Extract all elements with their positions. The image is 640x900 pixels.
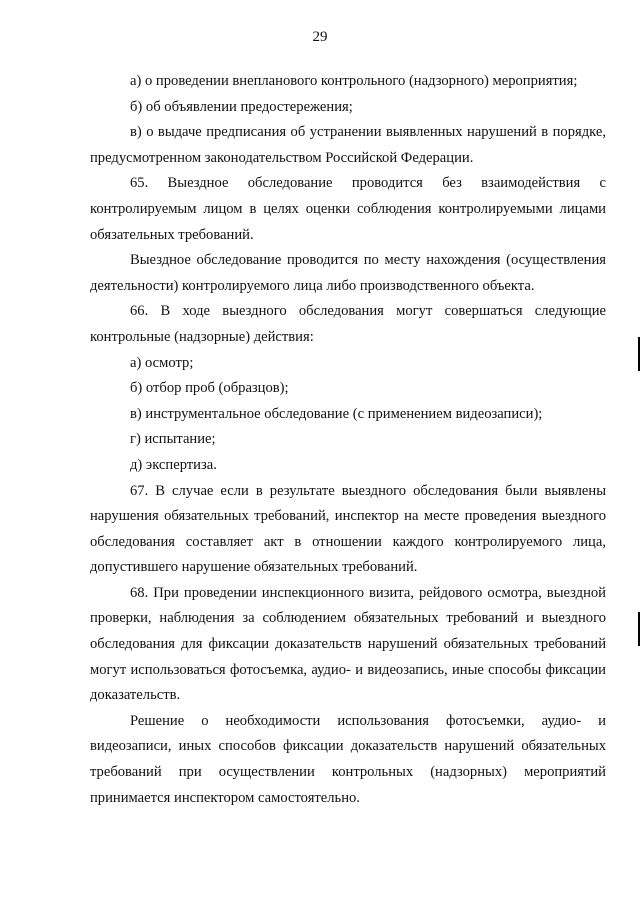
paragraph-item-d-expertise: д) экспертиза.: [130, 456, 217, 473]
paragraph-68: 68. При проведении инспекционного визита, рейдового осмотра, выездной проверки, наблюдения за соблюдением обязательных требований и выездного обследования для фиксации доказательств нарушений обязательных требований могут использоваться фотосъемка, аудио- и видеозапись, иные способы фиксации доказательств.: [90, 584, 606, 704]
document-body: [90, 69, 606, 811]
paragraph-item-b-sampling: б) отбор проб (образцов);: [130, 380, 289, 397]
paragraph-item-a-inspection: а) осмотр;: [130, 354, 194, 371]
paragraph-item-g-testing: г) испытание;: [130, 431, 216, 448]
paragraph-68-decision: Решение о необходимости использования фотосъемки, аудио- и видеозаписи, иных способов фиксации доказательств нарушений обязательных требований при осуществлении контрольных (надзорных) мероприятий принимается инспектором самостоятельно.: [90, 712, 606, 806]
paragraph-65-location: Выездное обследование проводится по месту нахождения (осуществления деятельности) контролируемого лица либо производственного объекта.: [90, 252, 606, 294]
paragraph-item-a-unplanned-event: а) о проведении внепланового контрольного (надзорного) мероприятия;: [130, 73, 578, 89]
paragraph-item-b-warning: б) об объявлении предостережения;: [130, 98, 353, 115]
paragraph-65: 65. Выездное обследование проводится без взаимодействия с контролируемым лицом в целях оценки соблюдения контролируемыми лицами обязательных требований.: [90, 175, 606, 243]
paragraph-item-v-order: в) о выдаче предписания об устранении выявленных нарушений в порядке, предусмотренном законодательством Российской Федерации.: [90, 124, 606, 166]
paragraph-item-v-instrumental: в) инструментальное обследование (с применением видеозаписи);: [130, 405, 543, 422]
paragraph-66: 66. В ходе выездного обследования могут совершаться следующие контрольные (надзорные) действия:: [90, 303, 606, 345]
paragraph-67: 67. В случае если в результате выездного обследования были выявлены нарушения обязательных требований, инспектор на месте проведения выездного обследования составляет акт в отношении каждого контролируемого лица, допустившего нарушение обязательных требований.: [90, 482, 606, 576]
page-number: 29: [312, 29, 328, 45]
